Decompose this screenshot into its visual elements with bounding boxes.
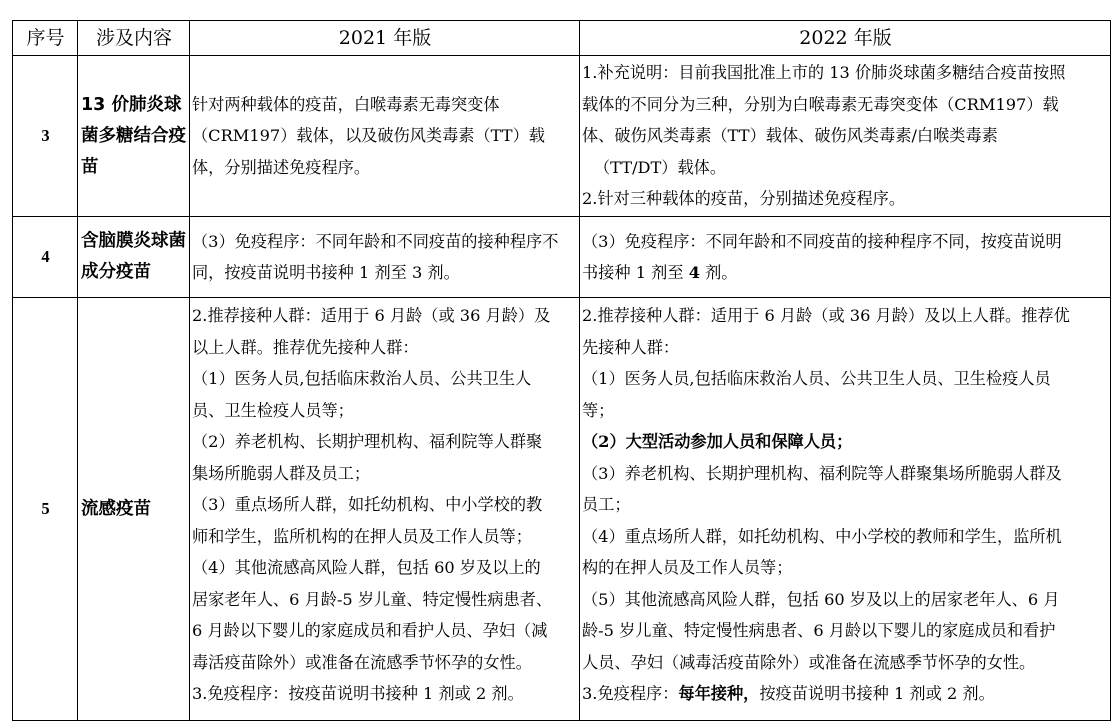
text-line: 先接种人群： [582, 337, 680, 357]
text-line: 师和学生，监所机构的在押人员及工作人员等； [192, 526, 532, 546]
text-line: （1）医务人员,包括临床救治人员、公共卫生人员、卫生检疫人员 [582, 369, 1051, 388]
text-line: 3.免疫程序：按疫苗说明书接种 1 剂或 2 剂。 [192, 684, 524, 703]
text-line: （3）重点场所人群，如托幼机构、中小学校的教 [192, 495, 543, 514]
text-line [582, 257, 1109, 289]
text-line: 2.推荐接种人群：适用于 6 月龄（或 36 月龄）及 [192, 306, 551, 325]
vaccine-comparison-table [12, 20, 1111, 721]
text-line: 等； [582, 400, 615, 420]
text-line: 2.针对三种载体的疫苗，分别描述免疫程序。 [582, 189, 906, 209]
topic-line: 菌多糖结合疫 [81, 125, 186, 146]
topic-line: 成分疫苗 [81, 262, 151, 282]
table-row-pneumococcal [13, 56, 1111, 217]
text-line: （3）免疫程序：不同年龄和不同疫苗的接种程序不 [192, 231, 559, 251]
table-row-meningococcal [13, 217, 1111, 298]
text-line [582, 678, 1109, 710]
text-segment: 剂。 [699, 263, 738, 282]
text-line: （2）养老机构、长期护理机构、福利院等人群聚 [192, 432, 543, 451]
text-line: 体、破伤风类毒素（TT）载体、破伤风类毒素/白喉类毒素 [582, 126, 998, 146]
text-line: （5）其他流感高风险人群，包括 60 岁及以上的居家老年人、6 月 [582, 589, 1060, 609]
text-line: 员工； [582, 495, 631, 514]
header-serial-no: 序号 [13, 21, 78, 56]
text-segment: 按疫苗说明书接种 1 剂或 2 剂。 [759, 684, 995, 703]
header-topic: 涉及内容 [78, 21, 190, 56]
comparison-table-container [12, 20, 1110, 721]
topic-line: 流感疫苗 [81, 498, 151, 519]
text-line: 体，分别描述免疫程序。 [192, 157, 371, 177]
text-line: 毒活疫苗除外）或准备在流感季节怀孕的女性。 [192, 652, 532, 672]
header-row [13, 21, 1111, 56]
row-topic [78, 298, 190, 721]
highlight-change: 每年接种， [678, 684, 760, 703]
text-line: （3）养老机构、长期护理机构、福利院等人群聚集场所脆弱人群及 [582, 463, 1062, 483]
text-segment: 3.免疫程序： [582, 684, 679, 703]
text-line: 2.推荐接种人群：适用于 6 月龄（或 36 月龄）及以上人群。推荐优 [582, 306, 1070, 325]
highlight-change: （2）大型活动参加人员和保障人员； [582, 432, 853, 451]
text-line: 同，按疫苗说明书接种 1 剂至 3 剂。 [192, 263, 460, 282]
content-2021 [190, 298, 580, 721]
text-line: 龄-5 岁儿童、特定慢性病患者、6 月龄以下婴儿的家庭成员和看护 [582, 621, 1056, 640]
row-topic [78, 56, 190, 217]
text-line: （4）重点场所人群，如托幼机构、中小学校的教师和学生，监所机 [582, 526, 1062, 546]
text-line: 人员、孕妇（减毒活疫苗除外）或准备在流感季节怀孕的女性。 [582, 652, 1036, 672]
text-line: （1）医务人员,包括临床救治人员、公共卫生人 [192, 369, 532, 388]
table-row-influenza [13, 298, 1111, 721]
text-line: 以上人群。推荐优先接种人群： [192, 337, 419, 357]
row-number: 3 [13, 56, 78, 217]
topic-line: 13 价肺炎球 [81, 94, 182, 115]
row-topic [78, 217, 190, 298]
header-2022-edition: 2022 年版 [580, 21, 1111, 56]
text-line: （3）免疫程序：不同年龄和不同疫苗的接种程序不同，按疫苗说明 [582, 231, 1062, 251]
row-number: 5 [13, 298, 78, 721]
text-line: （4）其他流感高风险人群，包括 60 岁及以上的 [192, 558, 541, 577]
text-line: 集场所脆弱人群及员工； [192, 463, 371, 483]
text-line: 员、卫生检疫人员等； [192, 400, 354, 420]
text-line: 居家老年人、6 月龄-5 岁儿童、特定慢性病患者、 [192, 589, 553, 609]
content-2022 [580, 56, 1111, 217]
topic-line: 含脑膜炎球菌 [81, 231, 186, 251]
content-2022 [580, 217, 1111, 298]
content-2021 [190, 56, 580, 217]
topic-line: 苗 [81, 156, 99, 177]
text-line: （CRM197）载体，以及破伤风类毒素（TT）载 [192, 126, 545, 146]
text-line: （TT/DT）载体。 [594, 157, 727, 177]
text-segment: 书接种 1 剂至 [582, 263, 689, 282]
content-2021 [190, 217, 580, 298]
text-line: 载体的不同分为三种，分别为白喉毒素无毒突变体（CRM197）载 [582, 94, 1059, 114]
header-2021-edition: 2021 年版 [190, 21, 580, 56]
content-2022 [580, 298, 1111, 721]
text-line: 6 月龄以下婴儿的家庭成员和看护人员、孕妇（减 [192, 621, 548, 640]
highlight-change: 4 [688, 263, 700, 282]
text-line: 针对两种载体的疫苗，白喉毒素无毒突变体 [192, 94, 500, 114]
text-line: 1.补充说明：目前我国批准上市的 13 价肺炎球菌多糖结合疫苗按照 [582, 63, 1066, 83]
row-number: 4 [13, 217, 78, 298]
text-line: 构的在押人员及工作人员等； [582, 558, 793, 577]
